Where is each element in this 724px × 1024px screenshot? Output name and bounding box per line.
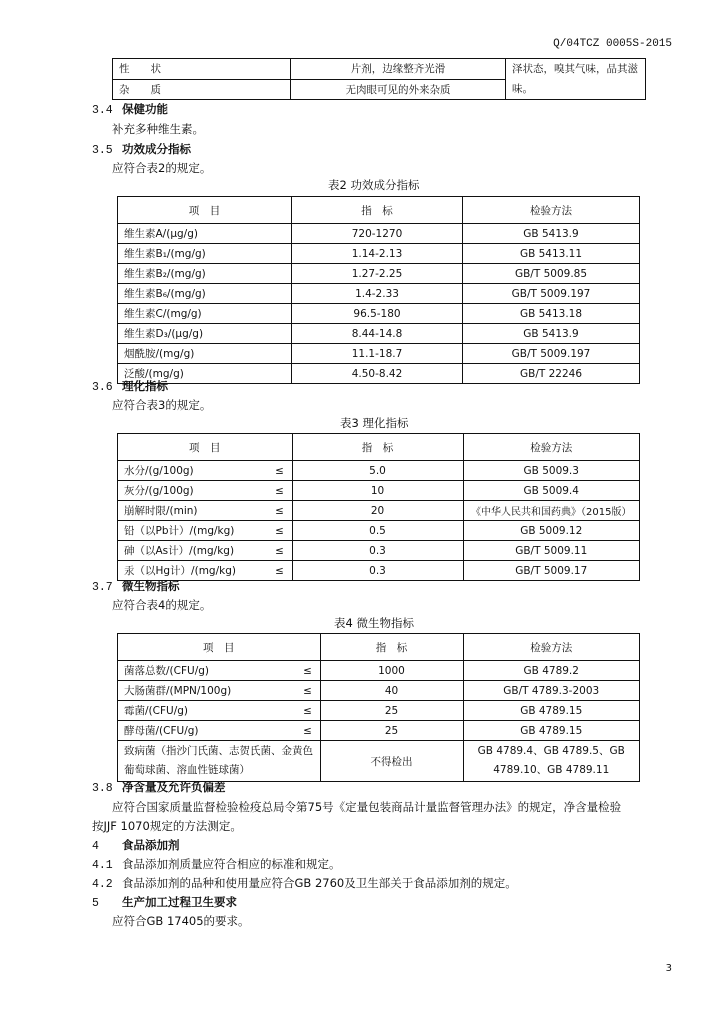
le-symbol: ≤: [268, 481, 293, 501]
table-cell: 96.5-180: [292, 304, 463, 324]
table-cell: 片剂，边缘整齐光滑: [291, 59, 506, 80]
table-cell: 崩解时限/(min): [118, 501, 268, 521]
section-3-4-heading: [92, 101, 168, 117]
section-number: 3.5: [92, 144, 113, 157]
physicochemical-table: [117, 433, 640, 581]
table-cell: 维生素A/(μg/g): [118, 224, 292, 244]
table-cell: 0.3: [292, 541, 463, 561]
table-row: [118, 224, 640, 244]
pathogen-item-cell: [118, 741, 321, 782]
section-number: 4.2: [92, 878, 113, 891]
table-cell: 4.50-8.42: [292, 364, 463, 384]
section-3-6-heading: [92, 378, 168, 394]
pathogen-method-cell: [463, 741, 640, 782]
table-cell: GB 5413.9: [463, 324, 640, 344]
table-cell: 1000: [320, 661, 463, 681]
table-2-caption: 表2 功效成分指标: [328, 178, 420, 192]
section-4-2-text: [92, 875, 517, 891]
table-cell: 大肠菌群/(MPN/100g): [118, 681, 296, 701]
table-cell: GB 4789.15: [463, 721, 640, 741]
section-title: 理化指标: [122, 379, 168, 393]
table-cell: 11.1-18.7: [292, 344, 463, 364]
table-cell: 霉菌/(CFU/g): [118, 701, 296, 721]
table-cell: GB 4789.15: [463, 701, 640, 721]
table-row: [118, 481, 640, 501]
section-5-text: 应符合GB 17405的要求。: [112, 914, 250, 928]
functional-ingredients-table: [117, 196, 640, 384]
column-header: 检验方法: [463, 434, 640, 461]
column-header: 检验方法: [463, 197, 640, 224]
table-cell: 1.14-2.13: [292, 244, 463, 264]
pathogen-value-cell: 不得检出: [320, 741, 463, 782]
table-cell: 烟酰胺/(mg/g): [118, 344, 292, 364]
section-number: 3.7: [92, 581, 113, 594]
table-4-caption: 表4 微生物指标: [334, 616, 414, 630]
section-3-4-text: 补充多种维生素。: [112, 122, 204, 136]
section-title: 微生物指标: [122, 579, 180, 593]
table-row: [118, 324, 640, 344]
table-cell: 水分/(g/100g): [118, 461, 268, 481]
table-header-row: [118, 434, 640, 461]
table-cell: GB/T 5009.85: [463, 264, 640, 284]
table-cell: GB/T 22246: [463, 364, 640, 384]
table-header-row: [118, 634, 640, 661]
column-header: 检验方法: [463, 634, 640, 661]
table-cell: 杂 质: [113, 79, 291, 100]
table-cell: 720-1270: [292, 224, 463, 244]
table-cell: 0.3: [292, 561, 463, 581]
section-number: 4: [92, 840, 99, 853]
table-row: [118, 541, 640, 561]
section-text: 食品添加剂的品种和使用量应符合GB 2760及卫生部关于食品添加剂的规定。: [122, 876, 517, 890]
section-4-heading: [92, 837, 180, 853]
table-cell: 8.44-14.8: [292, 324, 463, 344]
column-header: 指 标: [292, 434, 463, 461]
table-row: [118, 304, 640, 324]
table-row: [118, 741, 640, 782]
table-cell: GB 5413.9: [463, 224, 640, 244]
le-symbol: ≤: [296, 721, 321, 741]
table-cell: 1.4-2.33: [292, 284, 463, 304]
table-cell: 菌落总数/(CFU/g): [118, 661, 296, 681]
le-symbol: ≤: [296, 701, 321, 721]
table-cell: GB/T 4789.3-2003: [463, 681, 640, 701]
table-row: [118, 681, 640, 701]
pathogen-method-line: GB 4789.4、GB 4789.5、GB: [477, 745, 625, 757]
section-3-5-heading: [92, 141, 191, 157]
section-number: 3.8: [92, 782, 113, 795]
le-symbol: ≤: [296, 661, 321, 681]
section-5-heading: [92, 894, 237, 910]
table-row: [118, 721, 640, 741]
table-cell: 1.27-2.25: [292, 264, 463, 284]
section-number: 3.6: [92, 381, 113, 394]
document-code-header: Q/04TCZ 0005S-2015: [553, 38, 672, 50]
table-cell: 维生素B₆/(mg/g): [118, 284, 292, 304]
table-cell: GB 5413.11: [463, 244, 640, 264]
table-cell: 《中华人民共和国药典》（2015版）: [463, 501, 640, 521]
table-cell: 0.5: [292, 521, 463, 541]
section-title: 功效成分指标: [122, 142, 191, 156]
table-cell: 无肉眼可见的外来杂质: [291, 79, 506, 100]
table-row: [118, 701, 640, 721]
table-header-row: [118, 197, 640, 224]
table-cell: 5.0: [292, 461, 463, 481]
pathogen-item-line: 致病菌（指沙门氏菌、志贺氏菌、金黄色: [124, 745, 313, 757]
column-header: 项 目: [118, 434, 293, 461]
table-row: [113, 59, 646, 80]
column-header: 项 目: [118, 634, 321, 661]
table-row: [118, 501, 640, 521]
pathogen-item-line: 葡萄球菌、溶血性链球菌）: [124, 764, 250, 776]
section-3-7-text: 应符合表4的规定。: [112, 598, 212, 612]
table-row: [118, 264, 640, 284]
table-cell: 20: [292, 501, 463, 521]
table-cell: 维生素B₂/(mg/g): [118, 264, 292, 284]
table-cell: 维生素C/(mg/g): [118, 304, 292, 324]
table-cell: GB 5413.18: [463, 304, 640, 324]
table-row: [118, 661, 640, 681]
table-cell: 维生素B₁/(mg/g): [118, 244, 292, 264]
table-cell: GB 4789.2: [463, 661, 640, 681]
table-cell: 维生素D₃/(μg/g): [118, 324, 292, 344]
table-cell: GB 5009.4: [463, 481, 640, 501]
table-cell: GB 5009.3: [463, 461, 640, 481]
table-row: [118, 521, 640, 541]
sensory-requirements-table: [112, 58, 646, 100]
sensory-method-cell: 泽状态，嗅其气味，品其滋味。: [506, 59, 646, 100]
column-header: 指 标: [292, 197, 463, 224]
le-symbol: ≤: [268, 461, 293, 481]
section-3-8-text-line1: 应符合国家质量监督检验检疫总局令第75号《定量包装商品计量监督管理办法》的规定，净含量检验: [112, 800, 622, 814]
table-cell: 泛酸/(mg/g): [118, 364, 292, 384]
microbiological-table: [117, 633, 640, 782]
le-symbol: ≤: [268, 521, 293, 541]
table-cell: 40: [320, 681, 463, 701]
section-title: 净含量及允许负偏差: [122, 780, 226, 794]
table-cell: GB 5009.12: [463, 521, 640, 541]
table-cell: 性 状: [113, 59, 291, 80]
table-row: [118, 561, 640, 581]
section-3-5-text: 应符合表2的规定。: [112, 161, 212, 175]
table-row: [118, 284, 640, 304]
table-cell: GB/T 5009.11: [463, 541, 640, 561]
section-number: 5: [92, 897, 99, 910]
le-symbol: ≤: [268, 541, 293, 561]
section-3-8-text-line2: 按JJF 1070规定的方法测定。: [92, 819, 242, 833]
le-symbol: ≤: [296, 681, 321, 701]
column-header: 指 标: [320, 634, 463, 661]
section-text: 食品添加剂质量应符合相应的标准和规定。: [122, 857, 341, 871]
table-cell: GB/T 5009.197: [463, 284, 640, 304]
section-number: 3.4: [92, 104, 113, 117]
section-number: 4.1: [92, 859, 113, 872]
table-cell: GB/T 5009.197: [463, 344, 640, 364]
le-symbol: ≤: [268, 501, 293, 521]
section-title: 保健功能: [122, 102, 168, 116]
table-cell: 25: [320, 701, 463, 721]
section-3-6-text: 应符合表3的规定。: [112, 398, 212, 412]
table-cell: 砷（以As计）/(mg/kg): [118, 541, 268, 561]
page-number: 3: [665, 963, 672, 974]
table-cell: 汞（以Hg计）/(mg/kg): [118, 561, 268, 581]
table-row: [118, 344, 640, 364]
column-header: 项 目: [118, 197, 292, 224]
table-cell: 25: [320, 721, 463, 741]
table-row: [118, 364, 640, 384]
section-3-7-heading: [92, 578, 180, 594]
section-3-8-heading: [92, 779, 226, 795]
table-cell: 10: [292, 481, 463, 501]
pathogen-method-line: 4789.10、GB 4789.11: [493, 764, 610, 776]
le-symbol: ≤: [268, 561, 293, 581]
table-row: [118, 461, 640, 481]
table-3-caption: 表3 理化指标: [340, 416, 409, 430]
section-title: 食品添加剂: [122, 838, 180, 852]
table-cell: 灰分/(g/100g): [118, 481, 268, 501]
table-cell: 铅（以Pb计）/(mg/kg): [118, 521, 268, 541]
section-4-1-text: [92, 856, 341, 872]
section-title: 生产加工过程卫生要求: [122, 895, 237, 909]
table-cell: GB/T 5009.17: [463, 561, 640, 581]
table-cell: 酵母菌/(CFU/g): [118, 721, 296, 741]
table-row: [118, 244, 640, 264]
